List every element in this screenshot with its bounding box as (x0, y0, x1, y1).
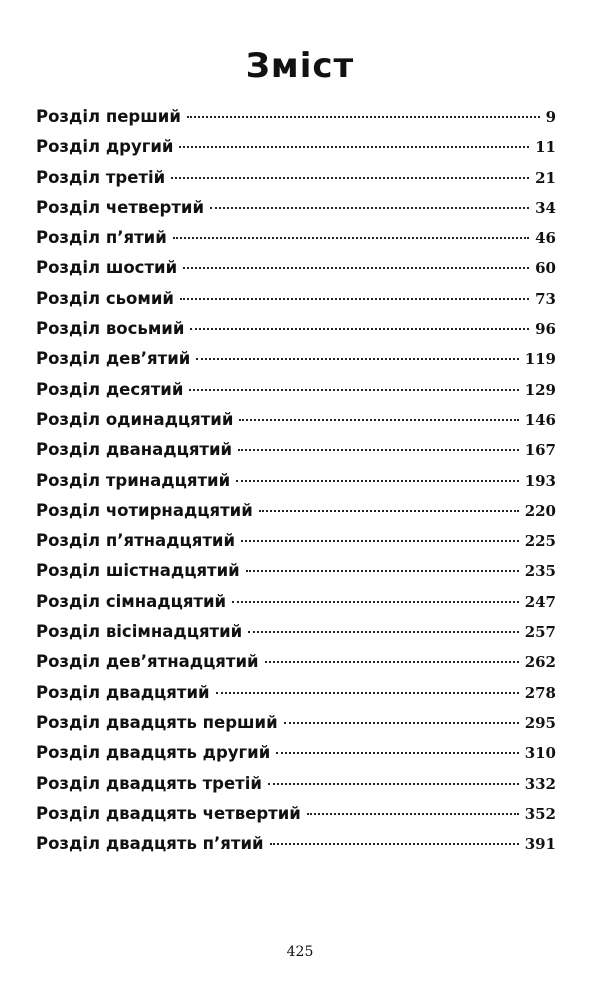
toc-entry-page: 235 (524, 562, 556, 581)
toc-dot-leader (265, 661, 519, 663)
toc-dot-leader (189, 389, 518, 391)
toc-entry-page: 73 (535, 289, 556, 308)
page-title: Зміст (245, 46, 355, 86)
toc-dot-leader (180, 298, 529, 300)
toc-entry (36, 678, 556, 708)
toc-entry-page: 262 (524, 653, 556, 672)
page-number: 425 (286, 944, 314, 960)
toc-entry (36, 738, 556, 768)
toc-entry-page: 34 (535, 198, 556, 217)
toc-entry (36, 799, 556, 829)
toc-entry-page: 332 (524, 774, 556, 793)
toc-entry-page: 352 (524, 804, 556, 823)
toc-dot-leader (270, 843, 519, 845)
toc-entry-page: 225 (524, 532, 556, 551)
toc-entry-label: Розділ п’ятнадцятий (36, 531, 236, 551)
toc-entry-label: Розділ п’ятий (36, 228, 167, 248)
toc-entry-label: Розділ чотирнадцятий (36, 500, 253, 520)
toc-entry-label: Розділ сімнадцятий (36, 591, 227, 611)
toc-entry-page: 9 (545, 108, 556, 126)
toc-entry-label: Розділ тринадцятий (36, 470, 231, 490)
toc-entry (36, 708, 556, 738)
toc-entry (36, 435, 556, 465)
toc-entry (36, 556, 556, 586)
toc-dot-leader (183, 267, 529, 269)
toc-dot-leader (216, 692, 519, 694)
toc-entry-label: Розділ восьмий (36, 319, 185, 339)
toc-entry-page: 167 (524, 441, 556, 460)
toc-dot-leader (248, 631, 518, 633)
toc-dot-leader (241, 540, 519, 542)
toc-entry (36, 647, 556, 677)
toc-entry-page: 391 (524, 835, 556, 854)
toc-dot-leader (268, 783, 519, 785)
toc-entry-page: 247 (524, 592, 556, 611)
toc-entry-label: Розділ четвертий (36, 197, 205, 217)
toc-entry (36, 829, 556, 859)
toc-entry-page: 257 (524, 623, 556, 642)
toc-entry-label: Розділ вісімнадцятий (36, 622, 243, 642)
toc-entry-page: 60 (535, 259, 556, 278)
toc-entry-label: Розділ двадцять третій (36, 773, 262, 793)
toc-entry (36, 314, 556, 344)
toc-dot-leader (284, 722, 519, 724)
toc-entry-page: 193 (524, 471, 556, 490)
toc-dot-leader (171, 177, 529, 179)
toc-entry-page: 129 (524, 380, 556, 399)
toc-entry-page: 295 (524, 713, 556, 732)
toc-entry-label: Розділ третій (36, 167, 166, 187)
toc-entry-label: Розділ другий (36, 137, 174, 157)
toc-entry-label: Розділ шістнадцятий (36, 561, 240, 581)
toc-entry (36, 102, 556, 132)
toc-entry (36, 375, 556, 405)
toc-entry (36, 466, 556, 496)
toc-entry-page: 46 (535, 229, 556, 248)
toc-dot-leader (173, 237, 529, 239)
toc-entry-page: 11 (535, 138, 556, 157)
toc-entry-page: 278 (524, 683, 556, 702)
toc-entry-page: 119 (524, 350, 556, 369)
toc-dot-leader (246, 570, 519, 572)
toc-entry-label: Розділ сьомий (36, 288, 174, 308)
toc-entry-label: Розділ двадцять п’ятий (36, 834, 264, 854)
toc-dot-leader (259, 510, 519, 512)
toc-entry (36, 253, 556, 283)
toc-entry (36, 284, 556, 314)
toc-entry (36, 405, 556, 435)
toc-dot-leader (232, 601, 519, 603)
toc-entry (36, 769, 556, 799)
toc-entry-label: Розділ одинадцятий (36, 409, 234, 429)
toc-dot-leader (239, 419, 518, 421)
toc-entry (36, 193, 556, 223)
toc-entry-label: Розділ дев’ятий (36, 349, 191, 369)
toc-dot-leader (210, 207, 529, 209)
toc-entry (36, 587, 556, 617)
toc-entry-page: 146 (524, 410, 556, 429)
toc-entry (36, 223, 556, 253)
toc-dot-leader (196, 358, 518, 360)
toc-entry-label: Розділ дев’ятнадцятий (36, 652, 259, 672)
toc-entry-label: Розділ десятий (36, 379, 184, 399)
toc-entry-label: Розділ дванадцятий (36, 440, 233, 460)
toc-dot-leader (236, 480, 519, 482)
toc-dot-leader (276, 752, 518, 754)
toc-entry (36, 344, 556, 374)
toc-entry (36, 163, 556, 193)
toc-entry-label: Розділ двадцять четвертий (36, 803, 301, 823)
toc-entry-page: 96 (535, 320, 556, 339)
toc-entry-page: 310 (524, 744, 556, 763)
toc-dot-leader (187, 116, 540, 118)
toc-dot-leader (179, 146, 529, 148)
toc-dot-leader (238, 449, 519, 451)
toc-entry-label: Розділ перший (36, 107, 181, 126)
toc-entry-page: 21 (535, 168, 556, 187)
toc-dot-leader (190, 328, 529, 330)
toc-entry (36, 617, 556, 647)
toc-entry (36, 526, 556, 556)
toc-entry (36, 496, 556, 526)
toc-entry (36, 132, 556, 162)
toc-dot-leader (307, 813, 519, 815)
toc-entry-label: Розділ шостий (36, 258, 178, 278)
toc-entry-page: 220 (524, 501, 556, 520)
toc-entry-label: Розділ двадцятий (36, 682, 210, 702)
toc-entry-label: Розділ двадцять другий (36, 743, 271, 763)
table-of-contents (36, 102, 556, 859)
toc-entry-label: Розділ двадцять перший (36, 712, 278, 732)
